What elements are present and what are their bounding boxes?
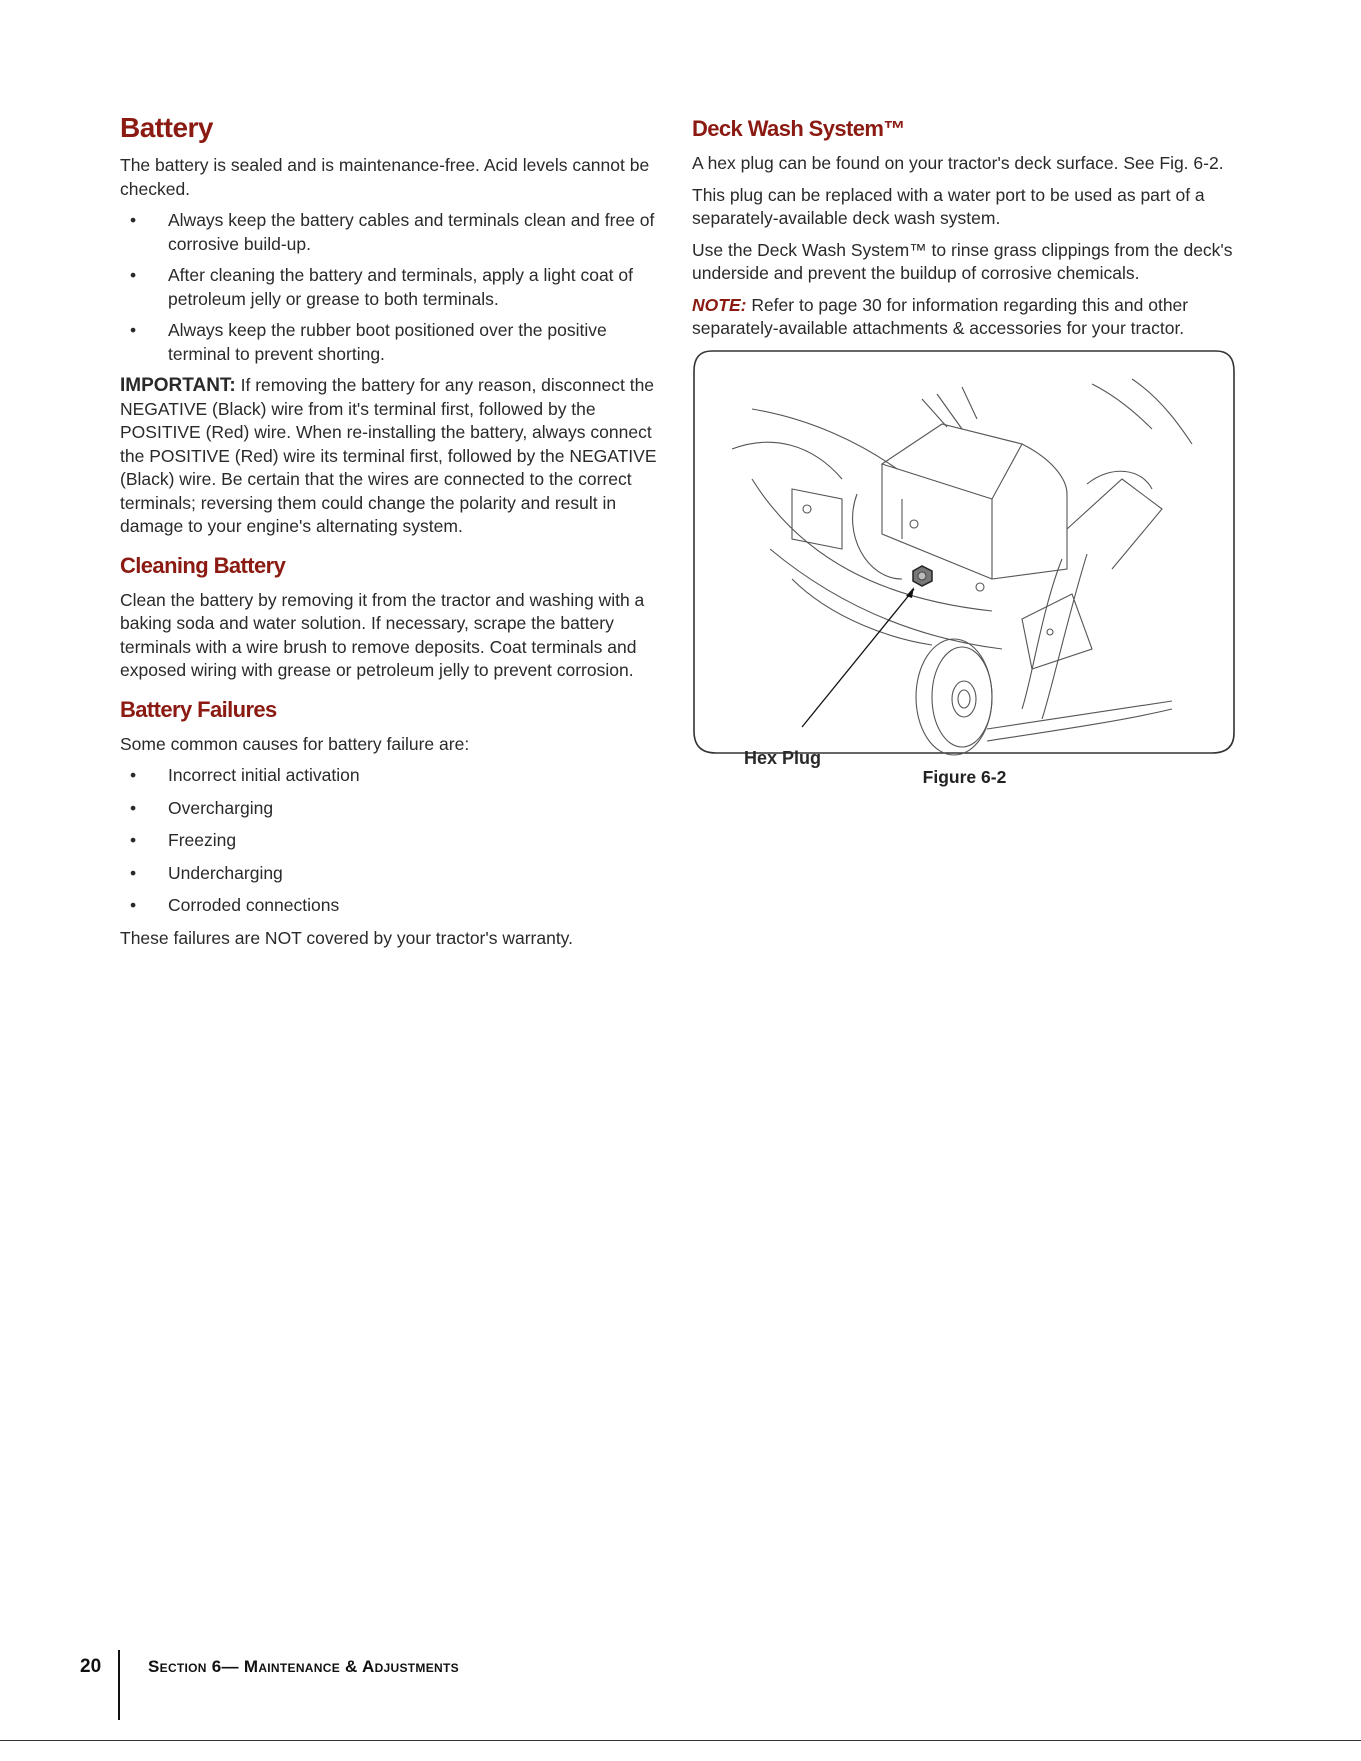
list-item: • Always keep the battery cables and terminals clean and free of corrosive build-up. <box>130 210 655 254</box>
important-label: IMPORTANT: <box>120 375 236 396</box>
list-item: • Overcharging <box>130 797 274 818</box>
list-item: • Always keep the rubber boot positioned over the positive terminal to prevent shorting. <box>130 320 607 364</box>
note-text: Refer to page 30 for information regarding this and other separately-available attachments & accessories for your tractor. <box>692 294 1189 338</box>
deck-wash-p2: This plug can be replaced with a water port to be used as part of a separately-available deck wash system. <box>692 184 1205 228</box>
cleaning-battery-heading: Cleaning Battery <box>120 552 286 578</box>
failures-bullet-list <box>120 764 660 918</box>
page-bottom-rule <box>0 1740 1361 1741</box>
hex-plug-label: Hex Plug <box>744 747 822 768</box>
list-item: • Undercharging <box>130 862 283 883</box>
list-item: • Incorrect initial activation <box>130 765 360 785</box>
figure-caption: Figure 6-2 <box>922 766 1007 787</box>
battery-failures-outro: These failures are NOT covered by your tractor's warranty. <box>120 927 574 948</box>
hex-plug-leader-line <box>802 589 914 727</box>
list-item: • After cleaning the battery and terminals, apply a light coat of petroleum jelly or grease to both terminals. <box>130 265 633 309</box>
left-column <box>120 112 660 958</box>
deck-wash-p1: A hex plug can be found on your tractor's deck surface. See Fig. 6-2. <box>692 153 1224 173</box>
battery-heading: Battery <box>120 112 213 143</box>
battery-failures-intro: Some common causes for battery failure are: <box>120 733 470 754</box>
important-paragraph <box>120 374 660 539</box>
note-paragraph <box>692 294 1237 341</box>
note-label: NOTE: <box>692 294 747 315</box>
right-column <box>692 112 1237 788</box>
list-item: • Freezing <box>130 830 237 850</box>
deck-wash-heading: Deck Wash System™ <box>692 116 905 141</box>
battery-intro: The battery is sealed and is maintenance-free. Acid levels cannot be checked. <box>120 155 650 199</box>
cleaning-battery-text: Clean the battery by removing it from the tractor and washing with a baking soda and water solution. If necessary, scrape the battery terminals with a wire brush to remove deposits. Coat terminals and exposed wiring with grease or petroleum jelly to prevent corrosion. <box>120 589 645 680</box>
section-title: Section 6— Maintenance & Adjustments <box>148 1657 459 1676</box>
figure-6-2 <box>692 349 1236 768</box>
deck-illustration <box>692 349 1236 759</box>
footer-divider <box>118 1650 120 1720</box>
important-text: If removing the battery for any reason, disconnect the NEGATIVE (Black) wire from it's terminal first, followed by the POSITIVE (Red) wire. When re-installing the battery, always connect the POSITIVE (Red) wire its terminal first, followed by the NEGATIVE (Black) wire. Be certain that the wires are connected to the correct terminals; reversing them could change the polarity and result in damage to your engine's alternating system. <box>120 375 657 536</box>
page-number: 20 <box>80 1656 102 1677</box>
list-item: • Corroded connections <box>130 895 340 915</box>
deck-wash-p3: Use the Deck Wash System™ to rinse grass clippings from the deck's underside and prevent the buildup of corrosive chemicals. <box>692 239 1233 283</box>
battery-bullet-list <box>120 209 660 366</box>
battery-failures-heading: Battery Failures <box>120 696 277 722</box>
